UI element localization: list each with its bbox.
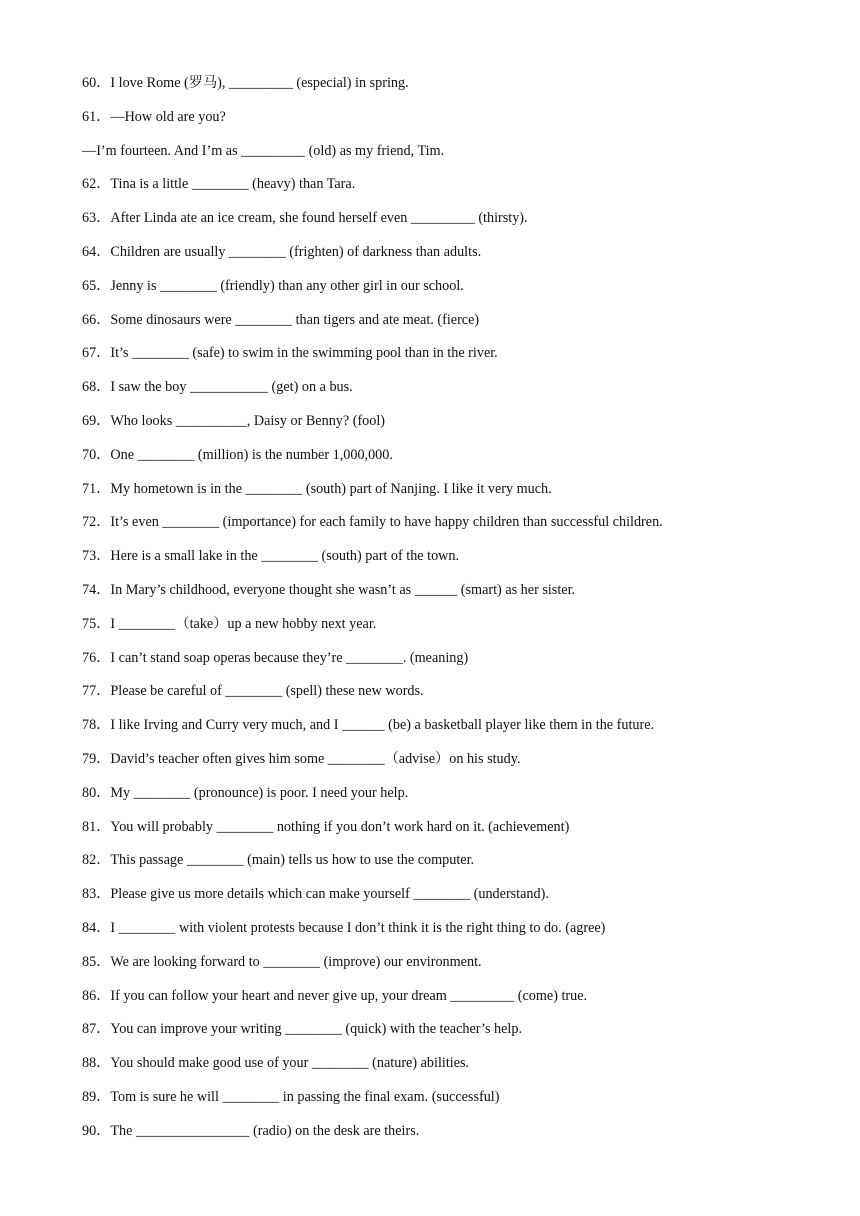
question-64: 64．Children are usually ________ (frighten) of darkness than adults. <box>82 243 482 260</box>
question-90: 90．The ________________ (radio) on the desk are theirs. <box>82 1122 420 1139</box>
question-85: 85．We are looking forward to ________ (improve) our environment. <box>82 953 482 970</box>
question-list <box>82 72 842 1154</box>
question-77: 77．Please be careful of ________ (spell) these new words. <box>82 683 424 700</box>
question-89: 89．Tom is sure he will ________ in passing the final exam. (successful) <box>82 1088 500 1105</box>
question-83: 83．Please give us more details which can make yourself ________ (understand). <box>82 886 549 903</box>
question-74: 74．In Mary’s childhood, everyone thought she wasn’t as ______ (smart) as her sister. <box>82 581 576 598</box>
question-88: 88．You should make good use of your ________ (nature) abilities. <box>82 1055 470 1072</box>
question-66: 66．Some dinosaurs were ________ than tigers and ate meat. (fierce) <box>82 311 480 328</box>
question-62: 62．Tina is a little ________ (heavy) than Tara. <box>82 176 356 193</box>
question-68: 68．I saw the boy ___________ (get) on a bus. <box>82 379 353 396</box>
question-61: 61．—How old are you? <box>82 108 226 125</box>
question-75: 75．I ________（take）up a new hobby next year. <box>82 615 377 632</box>
question-72: 72．It’s even ________ (importance) for each family to have happy children than successful children. <box>82 514 663 531</box>
question-70: 70．One ________ (million) is the number 1,000,000. <box>82 446 393 463</box>
question-67: 67．It’s ________ (safe) to swim in the swimming pool than in the river. <box>82 345 498 362</box>
question-76: 76．I can’t stand soap operas because they’re ________. (meaning) <box>82 649 469 666</box>
question-82: 82．This passage ________ (main) tells us how to use the computer. <box>82 852 475 869</box>
question-80: 80．My ________ (pronounce) is poor. I need your help. <box>82 784 409 801</box>
question-79: 79．David’s teacher often gives him some ________（advise）on his study. <box>82 750 521 767</box>
question-81: 81．You will probably ________ nothing if you don’t work hard on it. (achievement) <box>82 818 570 835</box>
question-84: 84．I ________ with violent protests because I don’t think it is the right thing to do. (agree) <box>82 919 606 936</box>
question-60: 60．I love Rome (罗马), _________ (especial) in spring. <box>82 75 409 91</box>
question-86: 86．If you can follow your heart and never give up, your dream _________ (come) true. <box>82 987 588 1004</box>
question-61-answer-line: —I’m fourteen. And I’m as _________ (old) as my friend, Tim. <box>82 142 445 159</box>
question-73: 73．Here is a small lake in the ________ (south) part of the town. <box>82 548 460 565</box>
question-63: 63．After Linda ate an ice cream, she found herself even _________ (thirsty). <box>82 210 528 227</box>
question-78: 78．I like Irving and Curry very much, and I ______ (be) a basketball player like them in the future. <box>82 717 655 734</box>
question-87: 87．You can improve your writing ________ (quick) with the teacher’s help. <box>82 1021 522 1038</box>
question-71: 71．My hometown is in the ________ (south) part of Nanjing. I like it very much. <box>82 480 552 497</box>
question-65: 65．Jenny is ________ (friendly) than any other girl in our school. <box>82 277 464 294</box>
question-69: 69．Who looks __________, Daisy or Benny? (fool) <box>82 412 386 429</box>
